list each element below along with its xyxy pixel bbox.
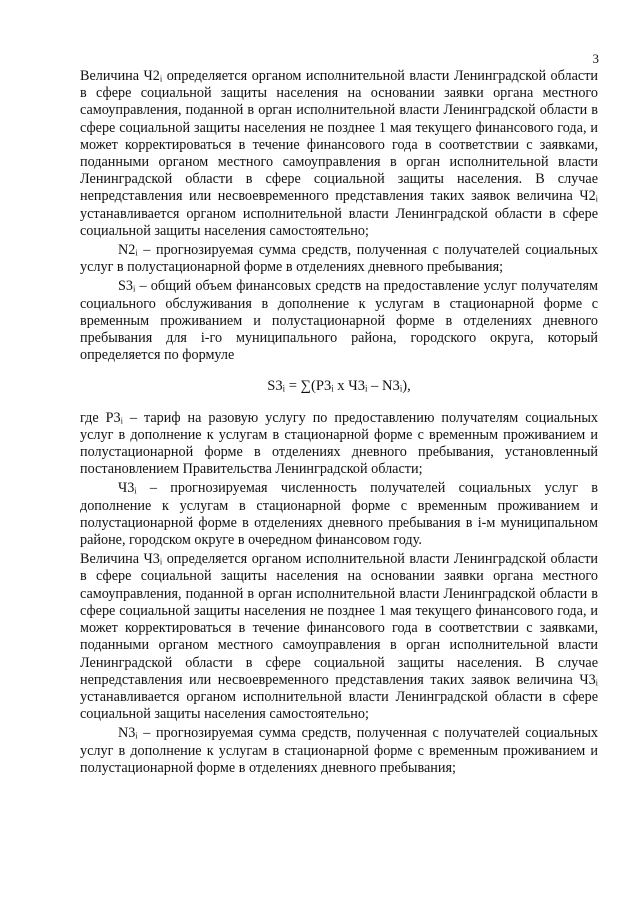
formula-s3: S3ᵢ = ∑(Р3ᵢ х Ч3ᵢ – N3ᵢ),: [267, 378, 411, 395]
paragraph-n3-definition: N3ᵢ – прогнозируемая сумма средств, полученная с получателей социальных услуг в дополнение к услугам в стационарной форме с временным проживанием и полустационарной форме в отделениях дневного пребывания;: [80, 725, 598, 776]
paragraph-s3-definition: S3ᵢ – общий объем финансовых средств на предоставление услуг получателям социального обслуживания в дополнение к услугам в стационарной форме с временным проживанием и полустационарной форме в отделениях дневного пребывания для i-го муниципального района, городского округа, который определяется по формуле: [80, 278, 598, 364]
paragraph-ch3-definition: Ч3ᵢ – прогнозируемая численность получателей социальных услуг в дополнение к услугам в стационарной форме с временным проживанием и полустационарной форме в отделениях дневного пребывания в i-м муниципальном районе, городском округе в очередном финансовом году.: [80, 480, 598, 549]
paragraph-n2-definition: N2ᵢ – прогнозируемая сумма средств, полученная с получателей социальных услуг в полустационарной форме в отделениях дневного пребывания;: [80, 242, 598, 276]
paragraph-ch2-definition: Величина Ч2ᵢ определяется органом исполнительной власти Ленинградской области в сфере социальной защиты населения на основании заявки органа местного самоуправления, поданной в орган исполнительной власти Ленинградской области в сфере социальной защиты населения не позднее 1 мая текущего финансового года, и может корректироваться в течение финансового года в соответствии с заявками, поданными органом местного самоуправления в орган исполнительной власти Ленинградской области в сфере социальной защиты населения. В случае непредставления или несвоевременного представления таких заявок величина Ч2ᵢ устанавливается органом исполнительной власти Ленинградской области в сфере социальной защиты населения самостоятельно;: [80, 68, 598, 239]
page-number: 3: [592, 51, 599, 66]
document-body: [80, 68, 598, 779]
paragraph-ch3-determination: Величина Ч3ᵢ определяется органом исполнительной власти Ленинградской области в сфере социальной защиты населения на основании заявки органа местного самоуправления, поданной в орган исполнительной власти Ленинградской области в сфере социальной защиты населения не позднее 1 мая текущего финансового года, и может корректироваться в течение финансового года в соответствии с заявками, поданными органом местного самоуправления в орган исполнительной власти Ленинградской области в сфере социальной защиты населения. В случае непредставления или несвоевременного представления таких заявок величина Ч3ᵢ устанавливается органом исполнительной власти Ленинградской области в сфере социальной защиты населения самостоятельно;: [80, 551, 598, 723]
paragraph-p3-definition: где Р3ᵢ – тариф на разовую услугу по предоставлению получателям социальных услуг в дополнение к услугам в стационарной форме с временным проживанием и полустационарной форме в отделениях дневного пребывания, установленный постановлением Правительства Ленинградской области;: [80, 409, 598, 478]
